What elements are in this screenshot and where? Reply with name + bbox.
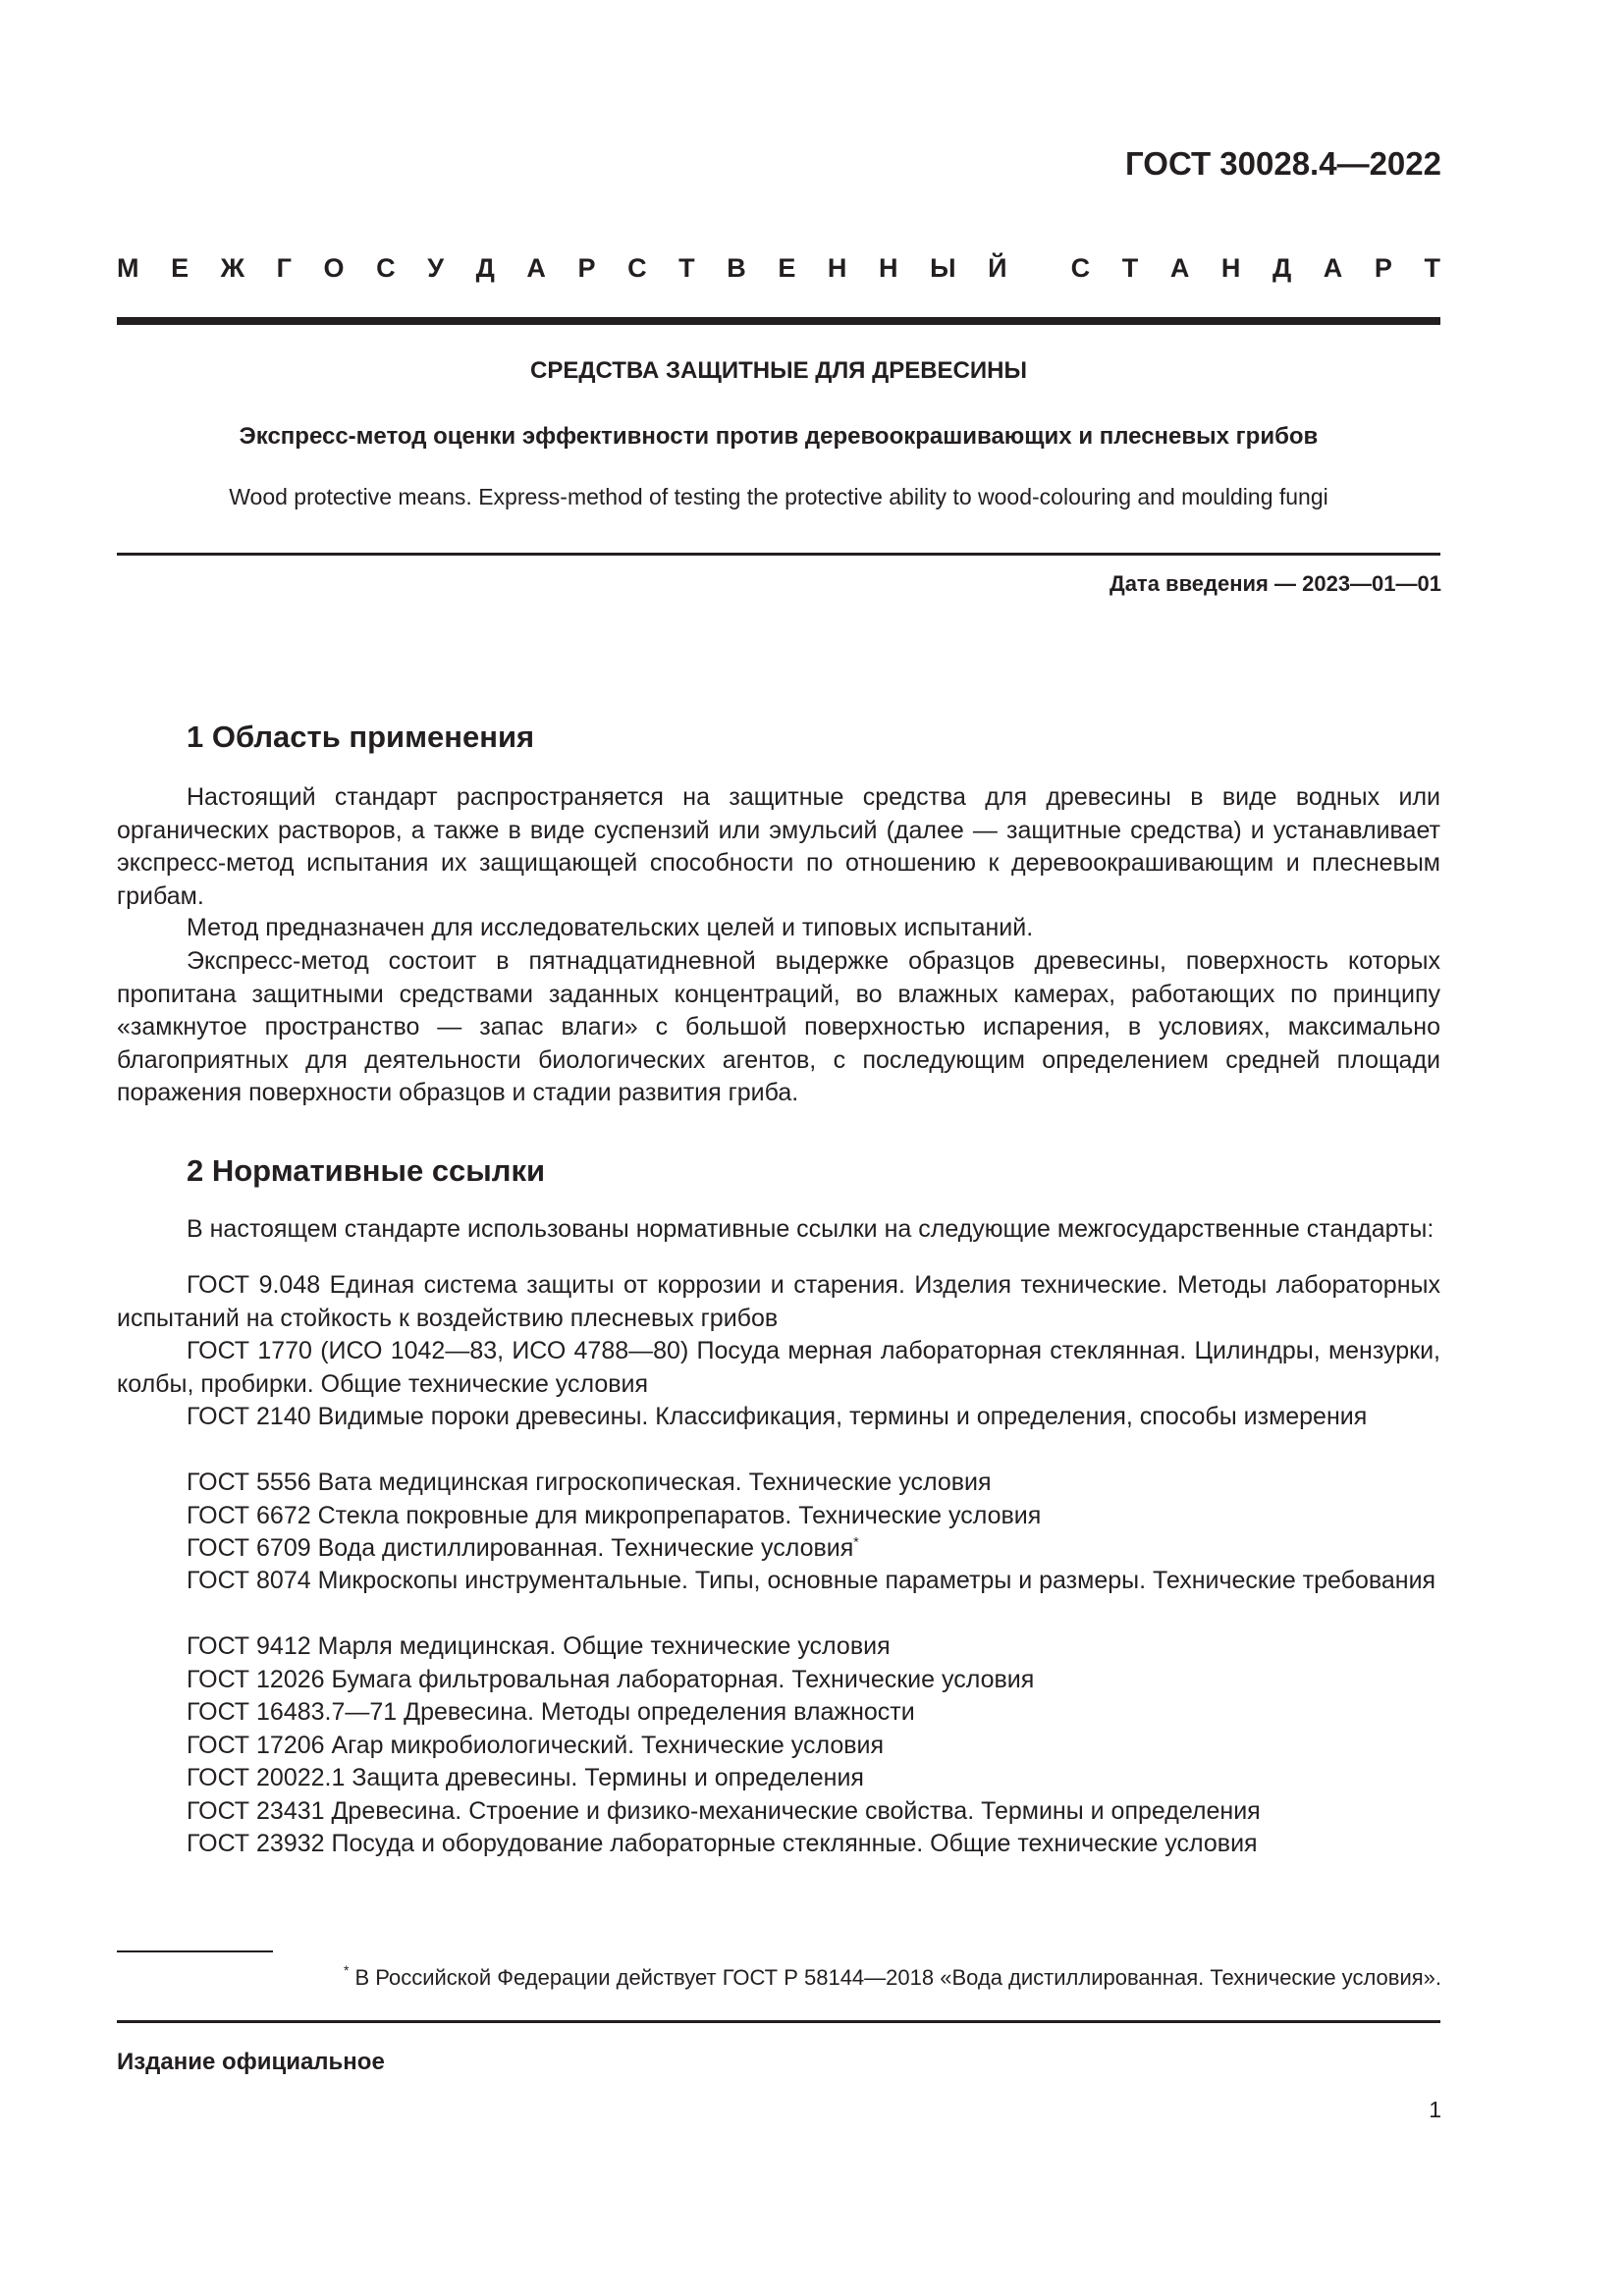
document-title: СРЕДСТВА ЗАЩИТНЫЕ ДЛЯ ДРЕВЕСИНЫ	[530, 357, 1027, 384]
section-1-title: 1 Область применения	[187, 720, 535, 754]
edition-label: Издание официальное	[117, 2049, 385, 2075]
heading-letter: Н	[827, 253, 847, 283]
document-subtitle: Экспресс-метод оценки эффективности против деревоокрашивающих и плесневых грибов	[239, 423, 1319, 450]
standard-type-heading	[117, 253, 1440, 284]
heading-letter: Е	[171, 253, 189, 283]
heading-letter: Р	[577, 253, 596, 283]
reference-item	[117, 1828, 1440, 1861]
title-rule	[117, 553, 1440, 556]
bottom-rule	[117, 2020, 1440, 2023]
heading-letter: Т	[678, 253, 695, 283]
heading-letter: А	[526, 253, 546, 283]
reference-text: ГОСТ 6672 Стекла покровные для микропрепаратов. Технические условия	[187, 1502, 1042, 1529]
heading-letter: Й	[988, 253, 1007, 283]
section-1-paragraph: Настоящий стандарт распространяется на защитные средства для древесины в виде водных или органических растворов, а также в виде суспензий или эмульсий (далее — защитные средства) и устанавливает экспресс-метод испытания их защищающей способности по отношению к деревоокрашивающим и плесневым грибам.	[117, 783, 1440, 910]
reference-item	[117, 1795, 1440, 1829]
footnote-mark: *	[344, 1962, 350, 1978]
top-rule	[117, 317, 1440, 325]
reference-text: ГОСТ 9412 Марля медицинская. Общие технические условия	[187, 1632, 891, 1660]
heading-letter: Ж	[220, 253, 245, 283]
reference-text: ГОСТ 23932 Посуда и оборудование лабораторные стеклянные. Общие технические условия	[187, 1830, 1258, 1857]
reference-text: ГОСТ 6709 Вода дистиллированная. Технические условия	[187, 1534, 854, 1562]
standard-number: ГОСТ 30028.4—2022	[1125, 145, 1441, 182]
reference-item	[117, 1565, 1440, 1598]
reference-text: ГОСТ 16483.7—71 Древесина. Методы определения влажности	[187, 1698, 915, 1726]
heading-letter: В	[727, 253, 746, 283]
reference-item	[117, 1335, 1440, 1401]
reference-item	[117, 1401, 1440, 1434]
reference-item	[117, 1500, 1440, 1533]
reference-item	[117, 1532, 1440, 1566]
reference-item	[117, 1269, 1440, 1335]
reference-text: ГОСТ 2140 Видимые пороки древесины. Классификация, термины и определения, способы измерения	[187, 1403, 1368, 1430]
footnote-rule	[117, 1950, 273, 1952]
reference-text: ГОСТ 5556 Вата медицинская гигроскопическая. Технические условия	[187, 1468, 992, 1496]
heading-letter: А	[1323, 253, 1343, 283]
reference-text: ГОСТ 12026 Бумага фильтровальная лабораторная. Технические условия	[187, 1666, 1035, 1693]
reference-text: ГОСТ 23431 Древесина. Строение и физико-механические свойства. Термины и определения	[187, 1797, 1261, 1825]
heading-letter: О	[323, 253, 345, 283]
reference-text: ГОСТ 9.048 Единая система защиты от коррозии и старения. Изделия технические. Методы лабораторных испытаний на стойкость к воздействию плесневых грибов	[117, 1271, 1440, 1332]
heading-letter: Е	[778, 253, 796, 283]
reference-text: ГОСТ 20022.1 Защита древесины. Термины и определения	[187, 1764, 864, 1791]
footnote	[344, 1962, 1441, 1991]
heading-letter: Р	[1374, 253, 1392, 283]
heading-letter: С	[1070, 253, 1091, 283]
section-1-paragraph: Метод предназначен для исследовательских целей и типовых испытаний.	[187, 914, 1034, 941]
reference-item	[117, 1664, 1440, 1697]
heading-letter: С	[627, 253, 647, 283]
heading-letter: У	[427, 253, 445, 283]
heading-letter: Г	[276, 253, 292, 283]
heading-letter: Н	[879, 253, 898, 283]
reference-item	[117, 1630, 1440, 1664]
section-1-paragraph: Экспресс-метод состоит в пятнадцатидневной выдержке образцов древесины, поверхность которых пропитана защитными средствами заданных концентраций, во влажных камерах, работающих по принципу «замкнутое пространство — запас влаги» с большой поверхностью испарения, в условиях, максимально благоприятных для деятельности биологических агентов, с последующим определением средней площади поражения поверхности образцов и стадии развития гриба.	[117, 947, 1440, 1106]
footnote-text: В Российской Федерации действует ГОСТ Р 58144—2018 «Вода дистиллированная. Технические условия».	[354, 1965, 1441, 1990]
references-intro: В настоящем стандарте использованы нормативные ссылки на следующие межгосударственные стандарты:	[187, 1215, 1435, 1243]
heading-letter: С	[376, 253, 396, 283]
reference-item	[117, 1762, 1440, 1795]
reference-text: ГОСТ 1770 (ИСО 1042—83, ИСО 4788—80) Посуда мерная лабораторная стеклянная. Цилиндры, мензурки, колбы, пробирки. Общие технические условия	[117, 1337, 1440, 1398]
reference-text: ГОСТ 17206 Агар микробиологический. Технические условия	[187, 1732, 885, 1759]
heading-letter: А	[1169, 253, 1190, 283]
heading-letter: Н	[1220, 253, 1241, 283]
footnote-reference-mark: *	[853, 1533, 859, 1550]
reference-item	[117, 1730, 1440, 1763]
reference-item	[117, 1467, 1440, 1500]
heading-letter: Д	[1272, 253, 1292, 283]
section-2-title: 2 Нормативные ссылки	[187, 1153, 546, 1188]
heading-letter: М	[117, 253, 139, 283]
reference-item	[117, 1696, 1440, 1730]
heading-letter: Д	[475, 253, 495, 283]
page-number: 1	[1429, 2097, 1441, 2122]
heading-letter: Ы	[930, 253, 956, 283]
introduction-date: Дата введения — 2023—01—01	[1110, 571, 1441, 596]
reference-text: ГОСТ 8074 Микроскопы инструментальные. Типы, основные параметры и размеры. Технические требования	[187, 1567, 1436, 1594]
heading-letter: Т	[1121, 253, 1139, 283]
document-title-english: Wood protective means. Express-method of testing the protective ability to wood-colouring and moulding fungi	[229, 484, 1328, 509]
heading-letter: Т	[1424, 253, 1440, 283]
